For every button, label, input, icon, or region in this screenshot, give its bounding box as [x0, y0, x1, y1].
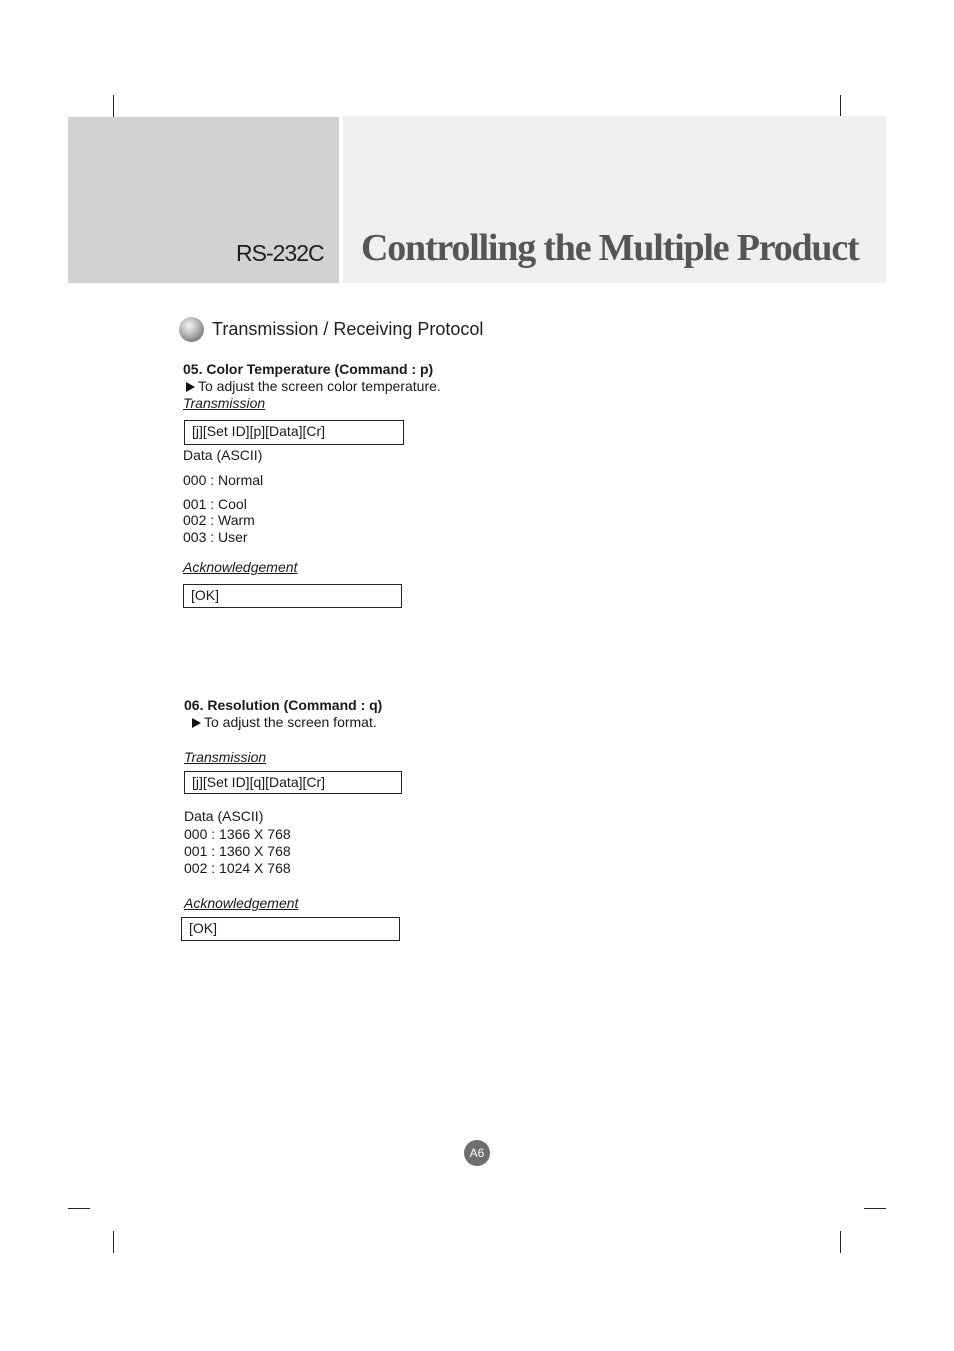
cmd05-transmission-label: Transmission — [183, 395, 266, 411]
cmd05-value: 000 : Normal — [183, 472, 264, 488]
section-label: RS-232C — [236, 240, 324, 266]
cmd05-value: 001 : Cool — [183, 496, 247, 512]
cmd05-description-line — [186, 378, 441, 395]
cmd06-ack-code-box — [181, 917, 400, 941]
cmd06-ack-code: [OK] — [189, 920, 218, 936]
cmd06-heading: 06. Resolution (Command : q) — [184, 697, 383, 713]
protocol-heading: Transmission / Receiving Protocol — [212, 319, 484, 339]
cmd06-data-label: Data (ASCII) — [184, 808, 264, 824]
cmd06-description-line — [192, 714, 377, 731]
cmd06-ack-label: Acknowledgement — [184, 895, 299, 911]
crop-mark — [113, 95, 114, 117]
page-title: Controlling the Multiple Product — [361, 227, 859, 269]
cmd06-description: To adjust the screen format. — [204, 714, 377, 730]
triangle-bullet-icon — [192, 718, 201, 728]
cmd05-ack-label: Acknowledgement — [183, 559, 298, 575]
cmd05-transmission-code-box — [184, 420, 404, 445]
cmd06-transmission-code-box — [184, 771, 402, 794]
cmd05-description: To adjust the screen color temperature. — [198, 378, 441, 394]
cmd06-value: 000 : 1366 X 768 — [184, 826, 291, 842]
crop-mark — [840, 1231, 841, 1253]
crop-mark — [864, 1208, 886, 1209]
cmd05-value: 003 : User — [183, 529, 248, 545]
cmd05-transmission-code: [j][Set ID][p][Data][Cr] — [192, 423, 326, 439]
cmd05-data-label: Data (ASCII) — [183, 447, 263, 463]
cmd06-value: 002 : 1024 X 768 — [184, 860, 291, 876]
cmd06-transmission-label: Transmission — [184, 749, 267, 765]
cmd05-value: 002 : Warm — [183, 512, 255, 528]
crop-mark — [68, 1208, 90, 1209]
page-number-badge: A6 — [464, 1140, 490, 1166]
bullet-ball-icon — [179, 317, 204, 342]
crop-mark — [840, 95, 841, 117]
cmd05-heading: 05. Color Temperature (Command : p) — [183, 361, 434, 377]
cmd05-ack-code: [OK] — [191, 587, 220, 603]
triangle-bullet-icon — [186, 382, 195, 392]
cmd06-transmission-code: [j][Set ID][q][Data][Cr] — [192, 774, 326, 790]
cmd06-value: 001 : 1360 X 768 — [184, 843, 291, 859]
cmd05-ack-code-box — [183, 584, 402, 608]
crop-mark — [113, 1231, 114, 1253]
